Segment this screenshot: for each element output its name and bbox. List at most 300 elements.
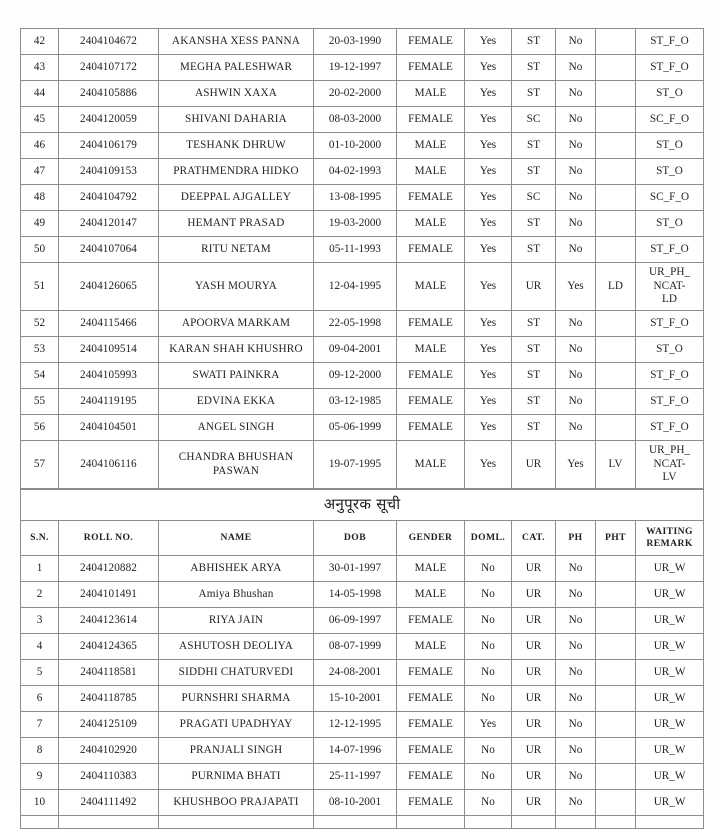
cell-name: ASHWIN XAXA <box>159 81 314 107</box>
table-cell-partial <box>556 816 596 829</box>
cell-waiting-remark: UR_W <box>636 764 704 790</box>
table-cell-partial <box>596 816 636 829</box>
cell-cat: UR <box>512 634 556 660</box>
cell-waiting-remark-line-1: UR_PH_ <box>648 266 691 279</box>
cell-sn: 53 <box>21 337 59 363</box>
cell-cat: ST <box>512 337 556 363</box>
cell-cat: UR <box>512 582 556 608</box>
cell-pht <box>596 608 636 634</box>
cell-cat: UR <box>512 660 556 686</box>
cell-sn: 10 <box>21 790 59 816</box>
cell-name: APOORVA MARKAM <box>159 311 314 337</box>
cell-dob: 08-10-2001 <box>314 790 397 816</box>
column-header-cat: CAT. <box>512 521 556 556</box>
supplementary-heading: अनुपूरक सूची <box>21 490 704 521</box>
column-header-gender: GENDER <box>397 521 465 556</box>
cell-pht <box>596 107 636 133</box>
cell-dob: 19-03-2000 <box>314 211 397 237</box>
cell-ph: No <box>556 185 596 211</box>
cell-ph: No <box>556 363 596 389</box>
cell-gender: MALE <box>397 556 465 582</box>
cell-cat: ST <box>512 389 556 415</box>
cell-pht <box>596 237 636 263</box>
cell-cat: UR <box>512 441 556 489</box>
cell-doml: No <box>465 764 512 790</box>
cell-ph: No <box>556 738 596 764</box>
cell-waiting-remark: ST_O <box>636 337 704 363</box>
cell-gender: MALE <box>397 441 465 489</box>
cell-doml: No <box>465 790 512 816</box>
cell-name: SIDDHI CHATURVEDI <box>159 660 314 686</box>
cell-sn: 8 <box>21 738 59 764</box>
cell-waiting-remark: ST_F_O <box>636 55 704 81</box>
cell-ph: No <box>556 133 596 159</box>
cell-sn: 51 <box>21 263 59 311</box>
cell-ph: No <box>556 686 596 712</box>
table-row <box>21 107 704 133</box>
cell-dob: 01-10-2000 <box>314 133 397 159</box>
cell-dob: 12-12-1995 <box>314 712 397 738</box>
cell-dob: 19-12-1997 <box>314 55 397 81</box>
table-row <box>21 764 704 790</box>
cell-dob: 25-11-1997 <box>314 764 397 790</box>
table-row <box>21 185 704 211</box>
cell-cat: ST <box>512 363 556 389</box>
cell-ph: No <box>556 634 596 660</box>
table-row <box>21 608 704 634</box>
cell-cat: ST <box>512 29 556 55</box>
column-header-name: NAME <box>159 521 314 556</box>
cell-cat: UR <box>512 686 556 712</box>
cell-sn: 4 <box>21 634 59 660</box>
cell-sn: 54 <box>21 363 59 389</box>
cell-cat: UR <box>512 738 556 764</box>
supplementary-header-row <box>21 521 704 556</box>
cell-ph: No <box>556 660 596 686</box>
table-cell-partial <box>636 816 704 829</box>
cell-gender: FEMALE <box>397 55 465 81</box>
cell-name: TESHANK DHRUW <box>159 133 314 159</box>
cell-waiting-remark: ST_F_O <box>636 29 704 55</box>
cell-name: ABHISHEK ARYA <box>159 556 314 582</box>
cell-roll-no: 2404107064 <box>59 237 159 263</box>
cell-sn: 43 <box>21 55 59 81</box>
cell-name: SWATI PAINKRA <box>159 363 314 389</box>
cell-sn: 49 <box>21 211 59 237</box>
cell-cat: ST <box>512 81 556 107</box>
cell-name-line-2: PASWAN <box>212 464 260 477</box>
cell-roll-no: 2404119195 <box>59 389 159 415</box>
cell-waiting-remark-line-3: LD <box>662 293 677 306</box>
cell-waiting-remark: UR_W <box>636 556 704 582</box>
cell-sn: 50 <box>21 237 59 263</box>
cell-doml: Yes <box>465 441 512 489</box>
cell-doml: Yes <box>465 337 512 363</box>
cell-name: PURNIMA BHATI <box>159 764 314 790</box>
cell-doml: No <box>465 660 512 686</box>
cell-sn: 44 <box>21 81 59 107</box>
cell-doml: Yes <box>465 159 512 185</box>
cell-name: SHIVANI DAHARIA <box>159 107 314 133</box>
cell-gender: FEMALE <box>397 29 465 55</box>
cell-gender: MALE <box>397 337 465 363</box>
cell-name: EDVINA EKKA <box>159 389 314 415</box>
cell-gender: MALE <box>397 582 465 608</box>
cell-ph: No <box>556 311 596 337</box>
cell-doml: Yes <box>465 107 512 133</box>
cell-ph: No <box>556 337 596 363</box>
cell-waiting-remark: SC_F_O <box>636 107 704 133</box>
table-row <box>21 634 704 660</box>
table-row <box>21 211 704 237</box>
column-header-ph: PH <box>556 521 596 556</box>
cell-cat: ST <box>512 159 556 185</box>
cell-waiting-remark: UR_W <box>636 686 704 712</box>
cell-name: PURNSHRI SHARMA <box>159 686 314 712</box>
cell-roll-no: 2404109153 <box>59 159 159 185</box>
cell-cat: ST <box>512 211 556 237</box>
cell-cat: SC <box>512 107 556 133</box>
cell-pht <box>596 337 636 363</box>
cell-doml: No <box>465 738 512 764</box>
table-row <box>21 582 704 608</box>
cell-roll-no: 2404107172 <box>59 55 159 81</box>
cell-ph: No <box>556 556 596 582</box>
cell-dob: 24-08-2001 <box>314 660 397 686</box>
cell-name: KARAN SHAH KHUSHRO <box>159 337 314 363</box>
cell-waiting-remark-line-2: NCAT- <box>653 457 686 470</box>
table-row <box>21 660 704 686</box>
cell-waiting-remark-line-3: LV <box>662 471 677 484</box>
cell-name: KHUSHBOO PRAJAPATI <box>159 790 314 816</box>
cell-gender: FEMALE <box>397 185 465 211</box>
cell-dob: 20-03-1990 <box>314 29 397 55</box>
cell-ph: No <box>556 712 596 738</box>
cell-pht <box>596 55 636 81</box>
cell-dob: 09-04-2001 <box>314 337 397 363</box>
cell-sn: 48 <box>21 185 59 211</box>
table-row <box>21 311 704 337</box>
cell-doml: Yes <box>465 415 512 441</box>
cell-pht <box>596 211 636 237</box>
cell-roll-no: 2404106116 <box>59 441 159 489</box>
cell-doml: Yes <box>465 29 512 55</box>
cell-cat: UR <box>512 556 556 582</box>
cell-roll-no: 2404105993 <box>59 363 159 389</box>
cell-pht <box>596 738 636 764</box>
cell-sn: 5 <box>21 660 59 686</box>
cell-sn: 56 <box>21 415 59 441</box>
cell-doml: Yes <box>465 363 512 389</box>
column-header-waiting-remark <box>636 521 704 556</box>
cell-waiting-remark: UR_W <box>636 582 704 608</box>
cell-roll-no: 2404104501 <box>59 415 159 441</box>
cell-gender: MALE <box>397 81 465 107</box>
cell-dob: 13-08-1995 <box>314 185 397 211</box>
cell-ph: No <box>556 582 596 608</box>
column-header-dob: DOB <box>314 521 397 556</box>
cell-pht <box>596 363 636 389</box>
cell-ph: No <box>556 237 596 263</box>
cell-cat: ST <box>512 237 556 263</box>
table-cell-partial <box>512 816 556 829</box>
cell-roll-no: 2404105886 <box>59 81 159 107</box>
cell-cat: ST <box>512 55 556 81</box>
cell-waiting-remark: ST_O <box>636 159 704 185</box>
table-row <box>21 363 704 389</box>
cell-gender: FEMALE <box>397 660 465 686</box>
cell-waiting-remark <box>636 441 704 489</box>
cell-doml: Yes <box>465 211 512 237</box>
table-row <box>21 29 704 55</box>
cell-name: Amiya Bhushan <box>159 582 314 608</box>
cell-sn: 52 <box>21 311 59 337</box>
supplementary-heading-row <box>21 490 704 521</box>
cell-cat: ST <box>512 133 556 159</box>
cell-roll-no: 2404102920 <box>59 738 159 764</box>
cell-doml: Yes <box>465 55 512 81</box>
cell-cat: UR <box>512 764 556 790</box>
cell-doml: No <box>465 634 512 660</box>
table-row <box>21 441 704 489</box>
table-row <box>21 237 704 263</box>
cell-gender: FEMALE <box>397 608 465 634</box>
cell-cat: ST <box>512 415 556 441</box>
cell-pht <box>596 764 636 790</box>
cell-doml: No <box>465 608 512 634</box>
table-row <box>21 738 704 764</box>
cell-waiting-remark: UR_W <box>636 790 704 816</box>
cell-ph: Yes <box>556 441 596 489</box>
cell-gender: FEMALE <box>397 764 465 790</box>
cell-waiting-remark: SC_F_O <box>636 185 704 211</box>
cell-ph: No <box>556 107 596 133</box>
table-row <box>21 790 704 816</box>
cell-name: PRAGATI UPADHYAY <box>159 712 314 738</box>
cell-dob: 14-07-1996 <box>314 738 397 764</box>
cell-gender: MALE <box>397 263 465 311</box>
cell-dob: 08-03-2000 <box>314 107 397 133</box>
cell-cat: UR <box>512 790 556 816</box>
cell-pht <box>596 133 636 159</box>
table-cell-partial <box>465 816 512 829</box>
table-cell-partial <box>159 816 314 829</box>
cell-roll-no: 2404110383 <box>59 764 159 790</box>
cell-pht: LV <box>596 441 636 489</box>
cell-name: YASH MOURYA <box>159 263 314 311</box>
cell-pht <box>596 712 636 738</box>
cell-waiting-remark: ST_F_O <box>636 237 704 263</box>
table-cell-partial <box>314 816 397 829</box>
cell-doml: No <box>465 582 512 608</box>
cell-dob: 22-05-1998 <box>314 311 397 337</box>
waiting-remark-line-2: REMARK <box>646 538 693 549</box>
table-cell-partial <box>397 816 465 829</box>
cell-pht <box>596 311 636 337</box>
cell-dob: 06-09-1997 <box>314 608 397 634</box>
cell-dob: 05-06-1999 <box>314 415 397 441</box>
cell-roll-no: 2404123614 <box>59 608 159 634</box>
cell-dob: 12-04-1995 <box>314 263 397 311</box>
cell-pht <box>596 389 636 415</box>
cell-doml: No <box>465 686 512 712</box>
cell-sn: 9 <box>21 764 59 790</box>
table-row <box>21 263 704 311</box>
cell-gender: MALE <box>397 634 465 660</box>
column-header-doml: DOML. <box>465 521 512 556</box>
cell-ph: No <box>556 159 596 185</box>
cell-dob: 15-10-2001 <box>314 686 397 712</box>
cell-doml: Yes <box>465 712 512 738</box>
cell-gender: MALE <box>397 133 465 159</box>
cell-dob: 08-07-1999 <box>314 634 397 660</box>
cell-roll-no: 2404101491 <box>59 582 159 608</box>
cell-cat: UR <box>512 712 556 738</box>
cell-sn: 57 <box>21 441 59 489</box>
cell-dob: 19-07-1995 <box>314 441 397 489</box>
supplementary-list-body <box>21 556 704 829</box>
cell-gender: FEMALE <box>397 712 465 738</box>
cell-name: HEMANT PRASAD <box>159 211 314 237</box>
cell-pht <box>596 415 636 441</box>
cell-dob: 20-02-2000 <box>314 81 397 107</box>
cell-pht <box>596 556 636 582</box>
cell-roll-no: 2404118785 <box>59 686 159 712</box>
cell-name: ANGEL SINGH <box>159 415 314 441</box>
cell-roll-no: 2404120147 <box>59 211 159 237</box>
cell-pht <box>596 159 636 185</box>
cell-gender: MALE <box>397 159 465 185</box>
cell-doml: Yes <box>465 185 512 211</box>
cell-sn: 45 <box>21 107 59 133</box>
cell-name: PRANJALI SINGH <box>159 738 314 764</box>
cell-ph: Yes <box>556 263 596 311</box>
cell-gender: FEMALE <box>397 686 465 712</box>
scanned-sheet <box>20 28 693 829</box>
cell-waiting-remark-line-1: UR_PH_ <box>648 444 691 457</box>
cell-roll-no: 2404115466 <box>59 311 159 337</box>
cell-waiting-remark: ST_F_O <box>636 363 704 389</box>
cell-gender: FEMALE <box>397 363 465 389</box>
cell-name-line-1: CHANDRA BHUSHAN <box>178 450 294 463</box>
cell-waiting-remark: UR_W <box>636 634 704 660</box>
cell-name: PRATHMENDRA HIDKO <box>159 159 314 185</box>
cell-gender: FEMALE <box>397 415 465 441</box>
cell-doml: Yes <box>465 311 512 337</box>
cell-roll-no: 2404124365 <box>59 634 159 660</box>
cell-waiting-remark: ST_F_O <box>636 311 704 337</box>
cell-pht <box>596 81 636 107</box>
cell-pht <box>596 29 636 55</box>
cell-roll-no: 2404120882 <box>59 556 159 582</box>
cell-name: ASHUTOSH DEOLIYA <box>159 634 314 660</box>
cell-waiting-remark: ST_F_O <box>636 415 704 441</box>
table-row-partial <box>21 816 704 829</box>
cell-waiting-remark: ST_O <box>636 81 704 107</box>
cell-roll-no: 2404126065 <box>59 263 159 311</box>
cell-pht <box>596 660 636 686</box>
cell-name: MEGHA PALESHWAR <box>159 55 314 81</box>
cell-sn: 47 <box>21 159 59 185</box>
cell-pht <box>596 634 636 660</box>
cell-dob: 05-11-1993 <box>314 237 397 263</box>
cell-gender: FEMALE <box>397 790 465 816</box>
table-row <box>21 686 704 712</box>
cell-doml: Yes <box>465 133 512 159</box>
cell-roll-no: 2404109514 <box>59 337 159 363</box>
cell-cat: SC <box>512 185 556 211</box>
table-row <box>21 337 704 363</box>
cell-sn: 2 <box>21 582 59 608</box>
cell-roll-no: 2404118581 <box>59 660 159 686</box>
table-row <box>21 81 704 107</box>
cell-ph: No <box>556 764 596 790</box>
cell-roll-no: 2404120059 <box>59 107 159 133</box>
cell-dob: 14-05-1998 <box>314 582 397 608</box>
cell-name: RIYA JAIN <box>159 608 314 634</box>
cell-name: DEEPPAL AJGALLEY <box>159 185 314 211</box>
cell-waiting-remark: ST_O <box>636 211 704 237</box>
cell-dob: 30-01-1997 <box>314 556 397 582</box>
cell-name: RITU NETAM <box>159 237 314 263</box>
cell-sn: 55 <box>21 389 59 415</box>
cell-ph: No <box>556 608 596 634</box>
cell-ph: No <box>556 29 596 55</box>
cell-ph: No <box>556 81 596 107</box>
cell-cat: UR <box>512 263 556 311</box>
cell-waiting-remark: UR_W <box>636 660 704 686</box>
cell-sn: 1 <box>21 556 59 582</box>
cell-pht <box>596 582 636 608</box>
column-header-pht: PHT <box>596 521 636 556</box>
cell-cat: ST <box>512 311 556 337</box>
cell-ph: No <box>556 55 596 81</box>
cell-gender: FEMALE <box>397 311 465 337</box>
cell-pht <box>596 185 636 211</box>
cell-dob: 09-12-2000 <box>314 363 397 389</box>
cell-doml: Yes <box>465 263 512 311</box>
table-row <box>21 556 704 582</box>
cell-waiting-remark: UR_W <box>636 712 704 738</box>
cell-name: AKANSHA XESS PANNA <box>159 29 314 55</box>
cell-ph: No <box>556 790 596 816</box>
table-cell-partial <box>59 816 159 829</box>
cell-gender: MALE <box>397 211 465 237</box>
cell-ph: No <box>556 389 596 415</box>
cell-roll-no: 2404111492 <box>59 790 159 816</box>
waiting-remark-line-1: WAITING <box>646 526 693 538</box>
cell-doml: Yes <box>465 81 512 107</box>
table-row <box>21 133 704 159</box>
column-header-roll-no: ROLL NO. <box>59 521 159 556</box>
cell-sn: 6 <box>21 686 59 712</box>
cell-pht: LD <box>596 263 636 311</box>
main-merit-list-table <box>20 28 704 489</box>
cell-gender: FEMALE <box>397 738 465 764</box>
cell-roll-no: 2404104672 <box>59 29 159 55</box>
table-row <box>21 159 704 185</box>
main-list-body <box>21 29 704 489</box>
cell-gender: FEMALE <box>397 389 465 415</box>
table-row <box>21 712 704 738</box>
cell-doml: Yes <box>465 237 512 263</box>
table-row <box>21 389 704 415</box>
cell-waiting-remark-line-2: NCAT- <box>653 279 686 292</box>
cell-roll-no: 2404106179 <box>59 133 159 159</box>
table-cell-partial <box>21 816 59 829</box>
cell-waiting-remark: ST_F_O <box>636 389 704 415</box>
cell-gender: FEMALE <box>397 237 465 263</box>
